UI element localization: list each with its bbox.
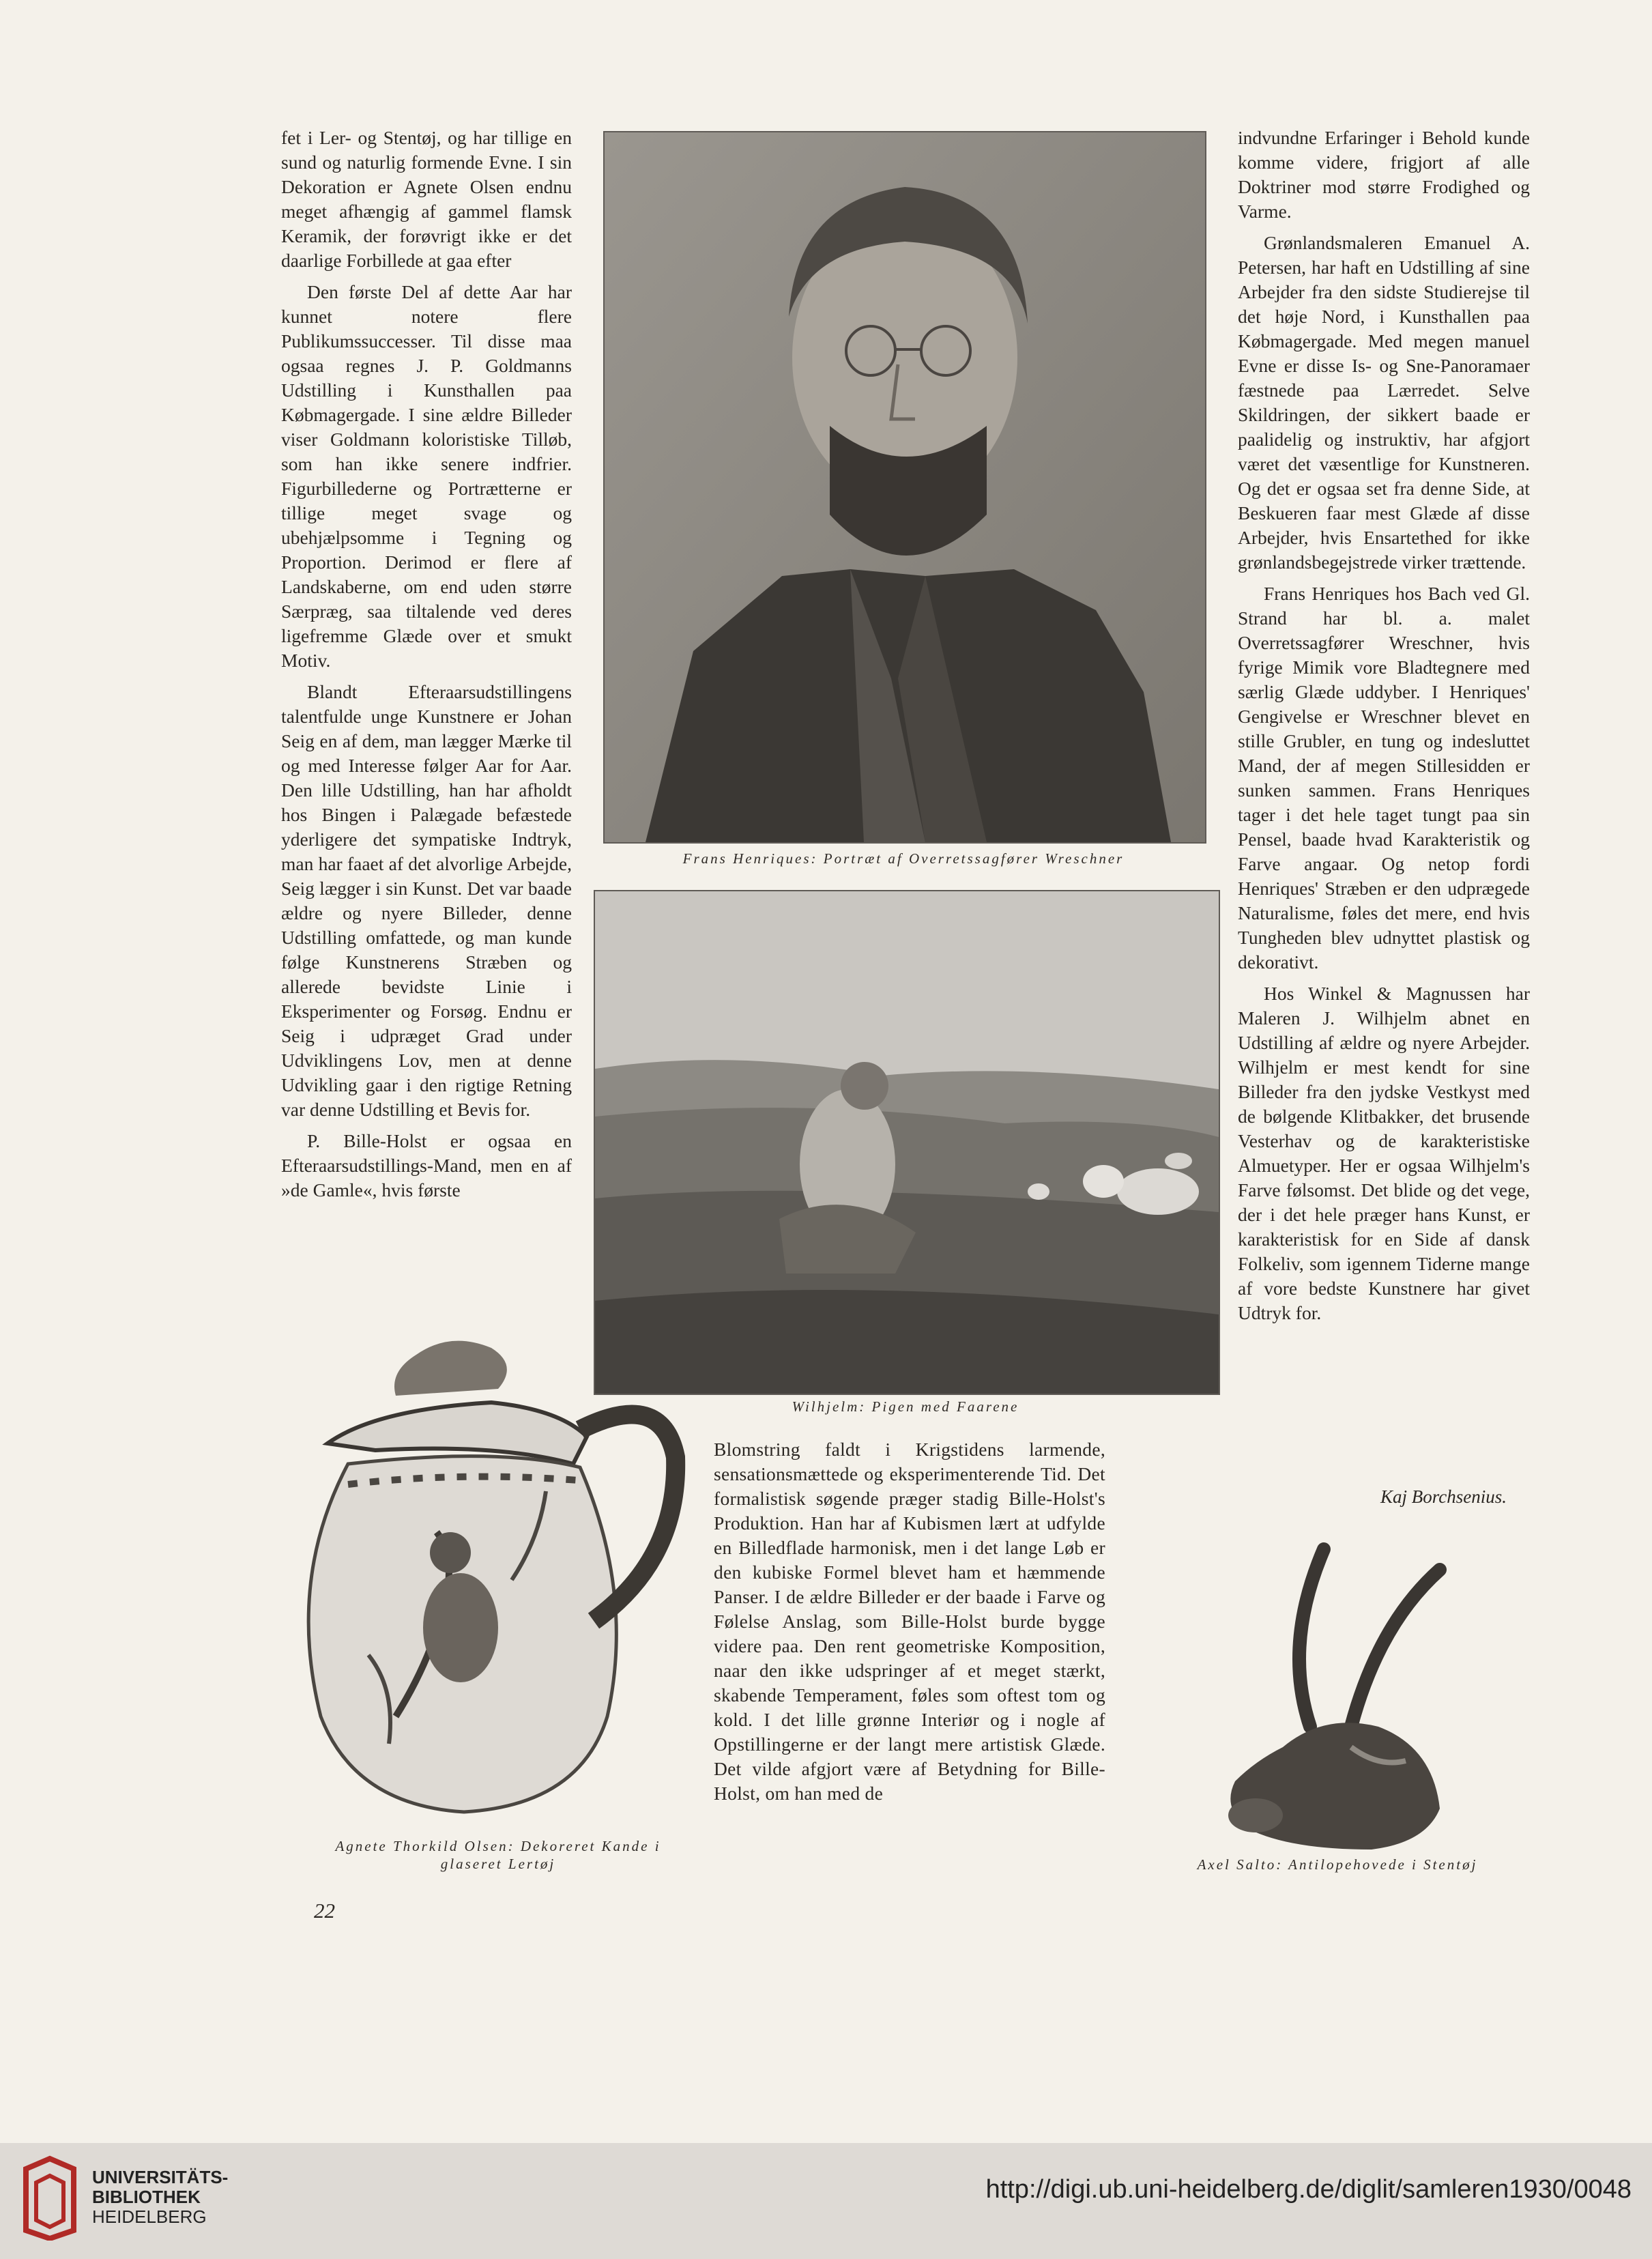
- right-paragraph-4: Hos Winkel & Magnussen har Maleren J. Wilhjelm abnet en Udstilling af ældre og nyere Arbejder. Wilhjelm er mest kendt for sine Billeder fra den jydske Vestkyst med de bølgende Klitbakker, det brusende Vesterhav og de karakteristiske Almuetyper. Her er ogsaa Wilhjelm's Farve følsomst. Det blide og det vege, der i det hele præger hans Kunst, er karakteristisk for en Side af dansk Folkeliv, som igennem Tiderne mange af vore bedste Kunstnere har givet Udtryk for.: [1238, 983, 1530, 1323]
- middle-paragraph: Blomstring faldt i Krigstidens larmende, sensationsmættede og eksperimenterende Tid. Det formalistisk søgende præger stadig Bille-Holst's Produktion. Han har af Kubismen lært at udfylde en Billedflade harmonisk, men i det lange Løb er den kubiske Formel blevet ham et hæmmende Panser. I de ældre Billeder er der baade i Farve og Følelse Anslag, som Bille-Holst burde bygge videre paa. Den rent geometriske Komposition, naar den ikke udspringer af et meget stærkt, skabende Temperament, føles som oftest tom og kold. I det lille grønne Interiør og i nogle af Opstillingerne er der langt mere artistisk Glæde. Det vilde afgjort være af Betydning for Bille-Holst, om han med de: [714, 1439, 1105, 1804]
- right-paragraph-1: indvundne Erfaringer i Behold kunde komme videre, frigjort af alle Doktriner mod større Frodighed og Varme.: [1238, 127, 1530, 222]
- antelope-image: [1208, 1522, 1467, 1856]
- left-paragraph-1: fet i Ler- og Stentøj, og har tillige en sund og naturlig formende Evne. I sin Dekoration er Agnete Olsen endnu meget afhængig af gammel flamsk Keramik, der forøvrigt ikke er det daarlige Forbillede at gaa efter: [281, 127, 572, 271]
- portrait-image: [605, 132, 1205, 842]
- page-number: 22: [314, 1899, 335, 1923]
- right-column: [1238, 126, 1530, 1325]
- jug-caption: Agnete Thorkild Olsen: Dekoreret Kande i glaseret Lertøj: [335, 1838, 661, 1872]
- right-paragraph-2: Grønlandsmaleren Emanuel A. Petersen, har haft en Udstilling af sine Arbejder fra den sidste Studierejse til det høje Nord, i Kunsthallen paa Købmagergade. Med megen manuel Evne er disse Is- og Sne-Panoramaer fæstnede paa Lærredet. Selve Skildringen, der sikkert baade er paalidelig og instruktiv, har afgjort været det væsentlige for Kunstneren. Og det er ogsaa set fra denne Side, at Beskueren faar mest Glæde af disse Arbejder, hvis Ensartethed for ikke grønlandsbegejstrede virker trættende.: [1238, 232, 1530, 573]
- library-logo-icon: [19, 2155, 81, 2241]
- antelope-illustration: [1208, 1522, 1467, 1856]
- library-name-line-1: UNIVERSITÄTS-: [92, 2167, 229, 2187]
- right-paragraph-3: Frans Henriques hos Bach ved Gl. Strand har bl. a. malet Overretssagfører Wreschner, hvis fyrige Mimik vore Bladtegnere med særlig Glæde uddyber. I Henriques' Gengivelse er Wreschner blevet en stille Grubler, en tung og indesluttet Mand, der af megen Stillesidden er sunken sammen. Frans Henriques tager i det hele taget tungt paa sin Pensel, baade hvad Karakteristik og Farve angaar. Og netop fordi Henriques' Stræben er den udprægede Naturalisme, føles det mere, end hvis Tungheden blev udnyttet plastisk og dekorativt.: [1238, 583, 1530, 973]
- antelope-caption: Axel Salto: Antilopehovede i Stentøj: [1197, 1856, 1478, 1873]
- landscape-caption: Wilhjelm: Pigen med Faarene: [792, 1398, 1019, 1415]
- landscape-image: [595, 891, 1219, 1394]
- author-signature: Kaj Borchsenius.: [1380, 1486, 1507, 1507]
- portrait-painting: [603, 131, 1206, 844]
- landscape-painting: [594, 890, 1220, 1395]
- portrait-caption: Frans Henriques: Portræt af Overretssagfører Wreschner: [682, 850, 1125, 867]
- source-url-link[interactable]: http://digi.ub.uni-heidelberg.de/diglit/samleren1930/0048: [985, 2175, 1632, 2204]
- library-name-line-2: BIBLIOTHEK: [92, 2187, 201, 2207]
- left-paragraph-4: P. Bille-Holst er ogsaa en Efteraarsudstillings-Mand, men en af »de Gamle«, hvis første: [281, 1130, 572, 1200]
- left-paragraph-3: Blandt Efteraarsudstillingens talentfulde unge Kunstnere er Johan Seig en af dem, man lægger Mærke til og med Interesse følger Aar for Aar. Den lille Udstilling, han har afholdt hos Bingen i Palægade befæstede yderligere det sympatiske Indtryk, man har faaet af det alvorlige Arbejde, Seig lægger i sin Kunst. Det var baade ældre og nyere Billeder, denne Udstilling omfattede, og man kunde følge Kunstnerens Stræben og allerede bevidste Linie i Eksperimenter og Forsøg. Endnu er Seig i udpræget Grad under Udviklingens Lov, men at denne Udvikling gaar i den rigtige Retning var denne Udstilling et Bevis for.: [281, 681, 572, 1120]
- left-column: [281, 126, 572, 1203]
- middle-column: [714, 1437, 1105, 1806]
- library-name-line-3: HEIDELBERG: [92, 2206, 207, 2227]
- jug-image: [293, 1334, 689, 1819]
- left-paragraph-2: Den første Del af dette Aar har kunnet notere flere Publikumssuccesser. Til disse maa ogsaa regnes J. P. Goldmanns Udstilling i Kunsthallen paa Købmagergade. I sine ældre Billeder viser Goldmann koloristiske Tilløb, som han ikke senere indfrier. Figurbillederne og Portrætterne er tillige meget svage og ubehjælpsomme i Tegning og Proportion. Derimod er flere af Landskaberne, om end uden større Særpræg, saa tiltalende ved deres ligefremme Glæde over et smukt Motiv.: [281, 281, 572, 671]
- jug-illustration: [293, 1334, 689, 1819]
- library-name: [92, 2168, 228, 2227]
